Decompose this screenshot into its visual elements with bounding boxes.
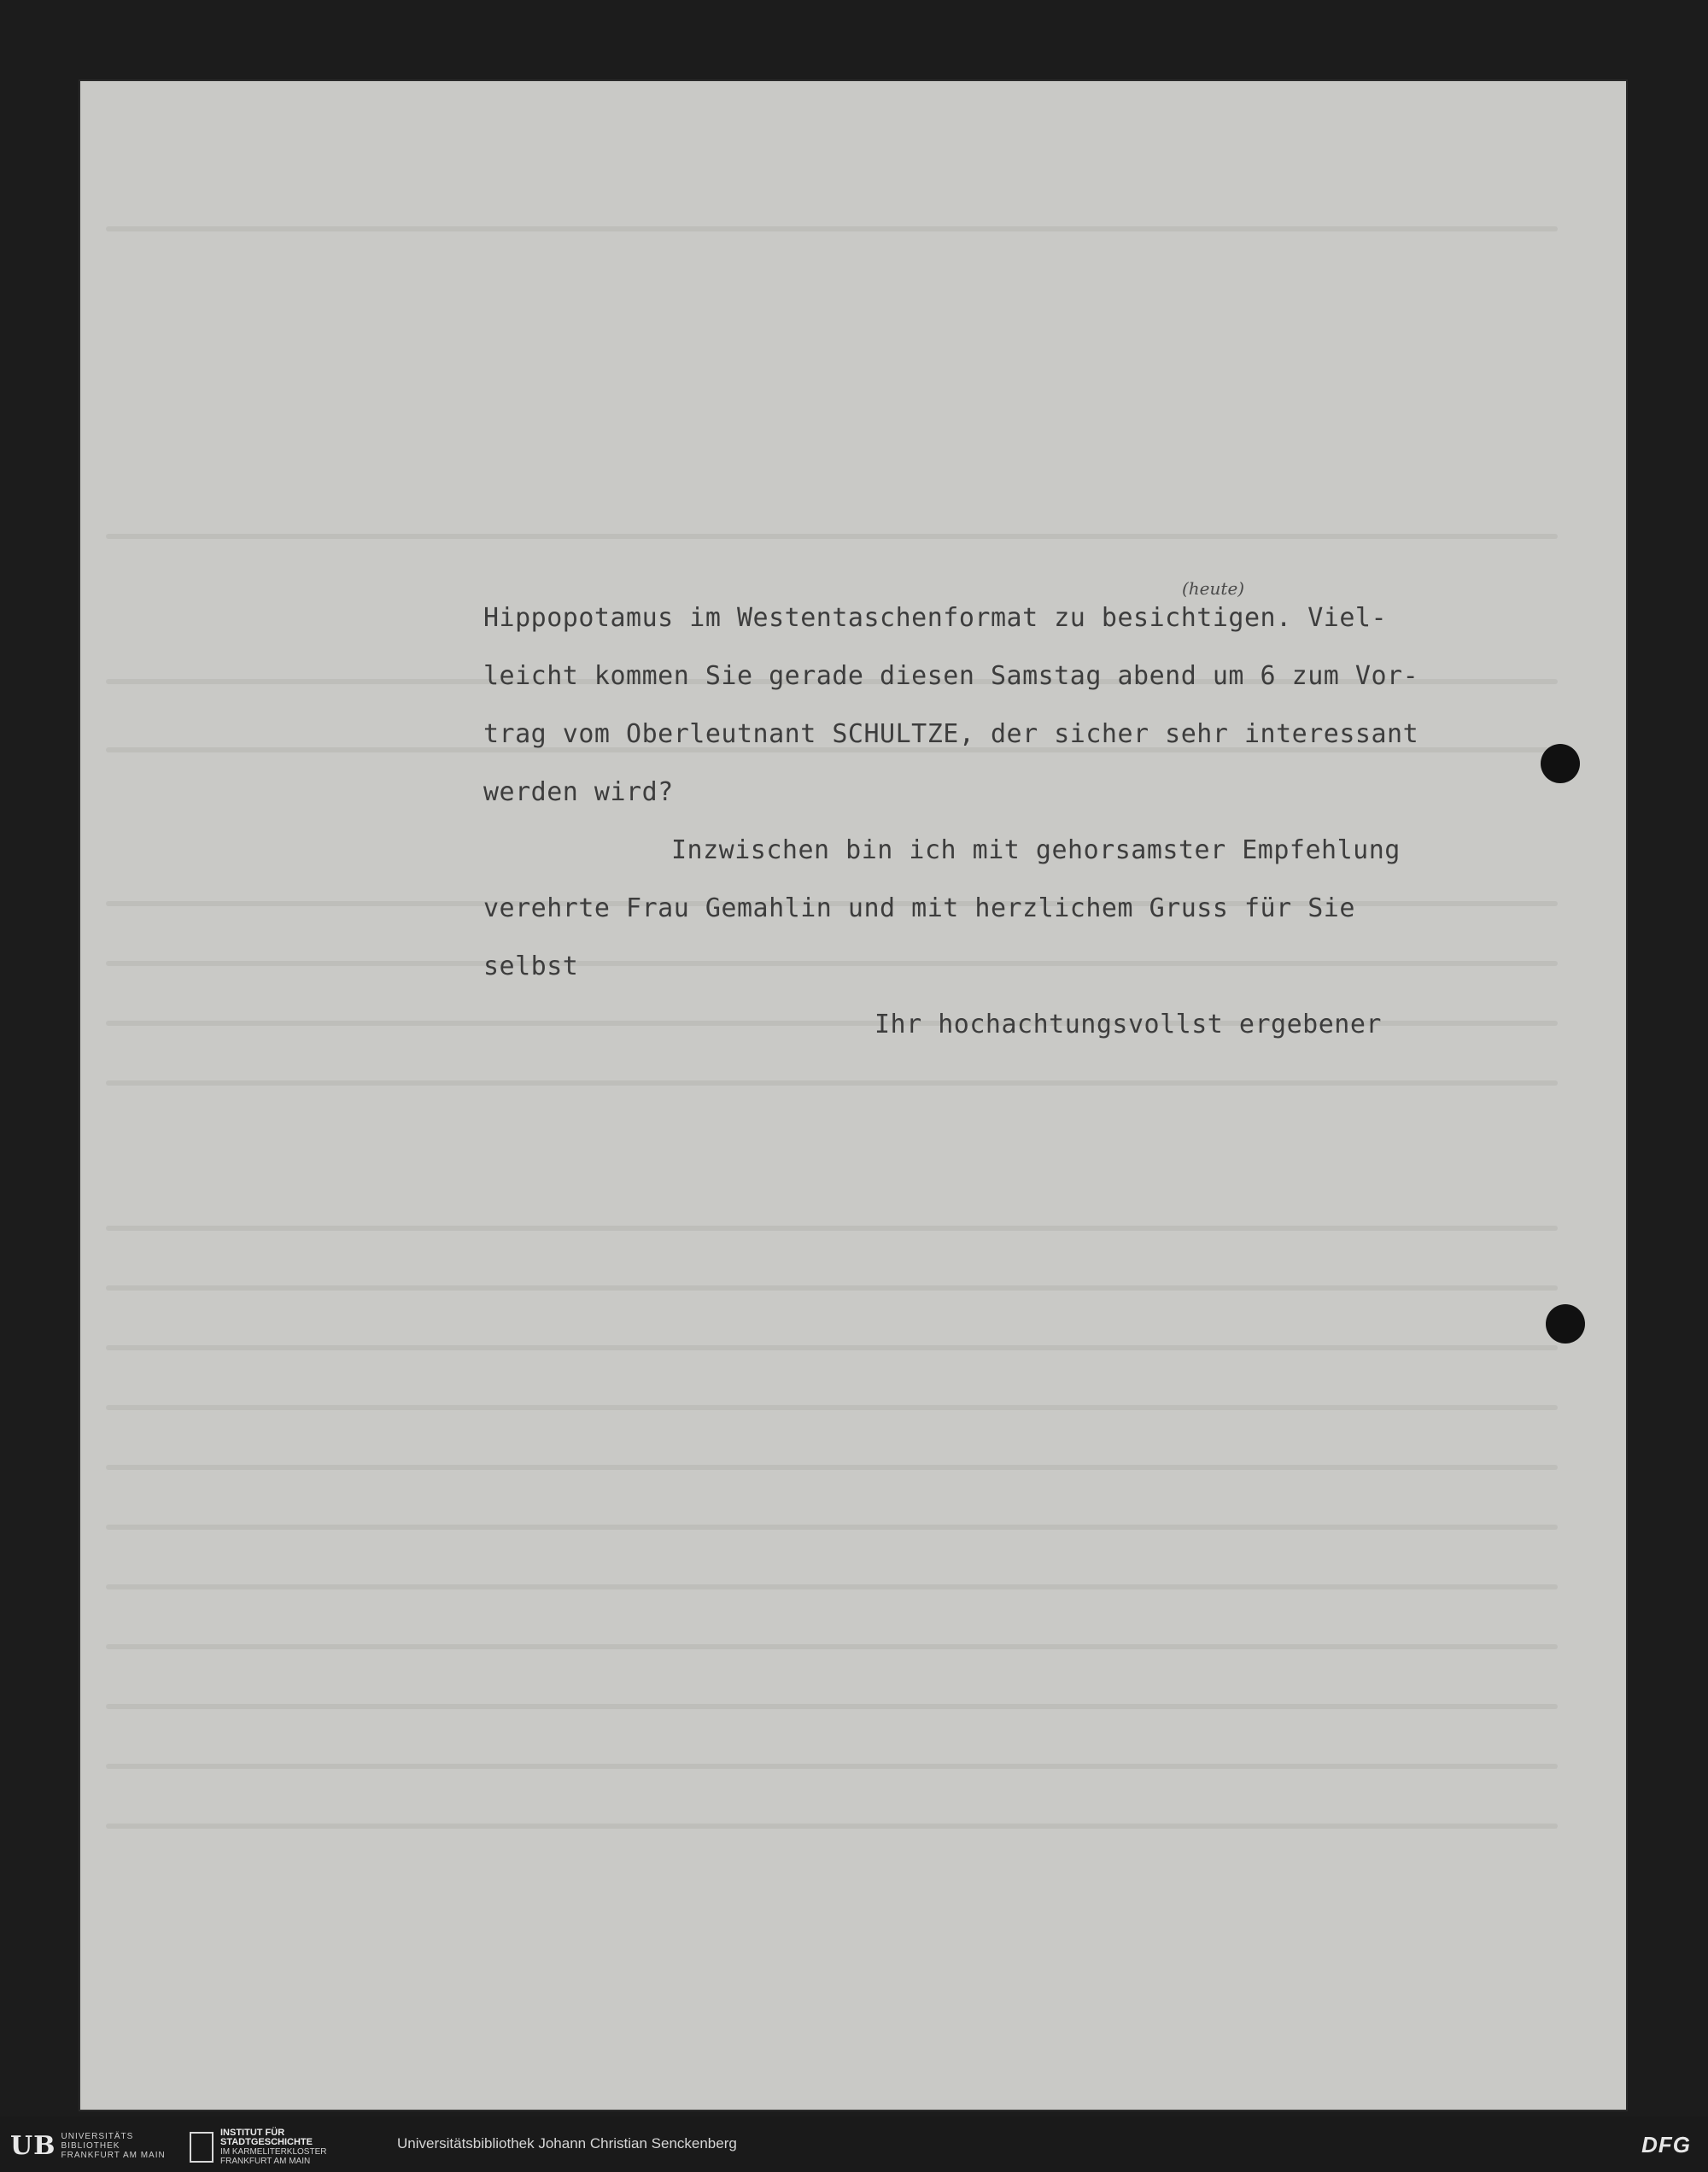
handwritten-insert: (heute): [1182, 578, 1245, 599]
institute-logo: [190, 2128, 326, 2166]
bleed-through-line: [106, 1764, 1558, 1769]
bleed-through-line: [106, 1824, 1558, 1829]
footer-bar: [0, 2116, 1708, 2172]
letter-line-1: Hippopotamus im Westentaschenformat zu besichtigen. Viel-: [483, 603, 1388, 633]
ub-mark: UB: [10, 2130, 56, 2161]
ub-text-line: UNIVERSITÄTS: [61, 2131, 134, 2141]
ub-text-line: BIBLIOTHEK: [61, 2140, 120, 2151]
closing-line: Ihr hochachtungsvollst ergebener: [874, 1010, 1382, 1039]
letter-line-5: Inzwischen bin ich mit gehorsamster Empfehlung: [671, 835, 1401, 865]
ub-logo: [10, 2128, 166, 2163]
bleed-through-line: [106, 1405, 1558, 1410]
ub-text-line: FRANKFURT AM MAIN: [61, 2150, 166, 2160]
letter-line-4: werden wird?: [483, 777, 674, 807]
punch-hole: [1546, 1304, 1585, 1344]
bleed-through-line: [106, 226, 1558, 231]
letter-line-3: trag vom Oberleutnant SCHULTZE, der sicher sehr interessant: [483, 719, 1419, 749]
institute-text-line: INSTITUT FÜR: [220, 2128, 285, 2138]
footer-caption: Universitätsbibliothek Johann Christian Senckenberg: [397, 2135, 737, 2152]
letter-line-6: verehrte Frau Gemahlin und mit herzlichem Gruss für Sie: [483, 893, 1355, 923]
bleed-through-line: [106, 1584, 1558, 1589]
letter-line-2: leicht kommen Sie gerade diesen Samstag abend um 6 zum Vor-: [483, 661, 1419, 691]
bleed-through-line: [106, 1345, 1558, 1350]
letter-page: [80, 81, 1626, 2110]
letter-line-7: selbst: [483, 951, 579, 981]
institute-text-line: IM KARMELITERKLOSTER: [220, 2147, 327, 2157]
bleed-through-line: [106, 1285, 1558, 1291]
institute-emblem-icon: [190, 2132, 214, 2163]
institute-text-line: FRANKFURT AM MAIN: [220, 2157, 311, 2166]
bleed-through-line: [106, 961, 1558, 966]
punch-hole: [1541, 744, 1580, 783]
bleed-through-line: [106, 534, 1558, 539]
bleed-through-line: [106, 1465, 1558, 1470]
institute-text-line: STADTGESCHICHTE: [220, 2137, 313, 2147]
bleed-through-line: [106, 1226, 1558, 1231]
bleed-through-line: [106, 1704, 1558, 1709]
institute-text: [220, 2128, 326, 2166]
bleed-through-line: [106, 1644, 1558, 1649]
ub-text: [61, 2132, 166, 2160]
bleed-through-line: [106, 1080, 1558, 1086]
bleed-through-line: [106, 1525, 1558, 1530]
dfg-logo: DFG: [1641, 2132, 1691, 2157]
